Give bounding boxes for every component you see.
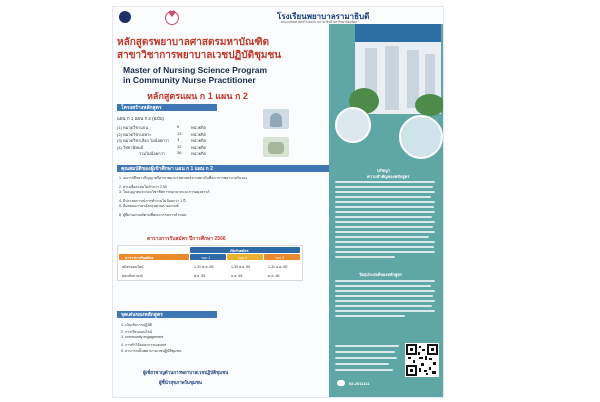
structure-row: (1) หมวดวิชาแกน 9 หน่วยกิต (117, 124, 206, 130)
structure-row: (3) หมวดวิชาเลือก ไม่น้อยกว่า 3 หน่วยกิต (117, 137, 206, 143)
qualifications-list (119, 175, 279, 221)
program-title-th-1: หลักสูตรพยาบาลศาสตรมหาบัณฑิต (117, 37, 270, 48)
structure-row: (4) วิทยานิพนธ์ 12 หน่วยกิต (117, 143, 206, 150)
highlight-item: 2. การเรียนออนไลน์ (121, 329, 153, 334)
qr-code[interactable] (405, 343, 439, 377)
highlights-list (121, 322, 241, 355)
philosophy-subheading: ความสำคัญของหลักสูตร (367, 174, 410, 179)
qualification-item: 6. ผู้ที่ผ่านเกณฑ์ตามที่คณะกรรมการกำหนด (119, 213, 187, 217)
schedule-round-2: รอบ 2 (227, 254, 263, 260)
schedule-table (117, 245, 303, 281)
schedule-round-1: รอบ 1 (190, 254, 226, 260)
qualification-item: 2. ค่าเฉลี่ยสะสมไม่ต่ำกว่า 2.50 (119, 185, 167, 189)
hospital-building-photo (355, 24, 441, 114)
highlight-item: 3. community engagement (121, 335, 164, 339)
philosophy-heading: ปรัชญา (377, 168, 391, 173)
schedule-row: สมัครออนไลน์ 1-31 ต.ค. 65 1-30 พ.ย. 65 1-31 ธ.ค. 65 (122, 265, 288, 269)
structure-heading-bar (117, 104, 217, 111)
plan-label: หลักสูตรแผน ก 1 แผน ก 2 (147, 91, 248, 101)
qualification-item: 5. มีผลสอบภาษาอังกฤษผ่านตามเกณฑ์ (119, 204, 179, 208)
schedule-heading: ตารางการรับสมัคร ปีการศึกษา 2566 (147, 236, 226, 242)
program-title-th-2: สาขาวิชาการพยาบาลเวชปฏิบัติชุมชน (117, 50, 282, 61)
program-title-en-1: Master of Nursing Science Program (123, 65, 268, 75)
schedule-round-3: รอบ 3 (264, 254, 300, 260)
qualifications-heading-bar (117, 165, 329, 172)
highlight-item: 1. เน้นเชิงการปฏิบัติ (121, 323, 152, 327)
highlights-heading: จุดเด่นของหลักสูตร (121, 312, 163, 318)
qualification-item: 3. ใบอนุญาตประกอบวิชาชีพการพยาบาลและการผดุงครรภ์ (119, 190, 210, 194)
structure-row: (2) หมวดวิชาเฉพาะ 13 หน่วยกิต (117, 130, 206, 137)
contact-phone: 02-2011111 (349, 381, 370, 386)
schedule-row-head: ตารางการรับสมัคร (119, 254, 189, 260)
footer-line-1: ผู้เชี่ยวชาญด้านการพยาบาลเวชปฏิบัติชุมชน (143, 370, 229, 375)
nurse-photo-2 (399, 115, 443, 159)
objectives-heading: วัตถุประสงค์ของหลักสูตร (359, 272, 402, 277)
phone-icon (337, 380, 345, 386)
school-subtitle: คณะแพทยศาสตร์โรงพยาบาลรามาธิบดี มหาวิทยาลัยมหิดล (281, 20, 358, 24)
qualification-item: 1. จบการศึกษาปริญญาตรีสาขาพยาบาลศาสตร์จากสถาบันที่สภาการพยาบาลรับรอง (119, 176, 247, 180)
highlight-item: 4. การทำวิจัยและการเผยแพร่ (121, 342, 167, 347)
highlight-item: 5. สามารถเป็นพยาบาลเวชปฏิบัติชุมชน (121, 349, 182, 353)
structure-heading: โครงสร้างหลักสูตร (121, 105, 162, 111)
school-name: โรงเรียนพยาบาลรามาธิบดี (277, 12, 370, 21)
ramathibodi-heart-logo (165, 11, 179, 25)
community-photo (263, 137, 289, 157)
structure-list (117, 124, 225, 157)
objectives-text-lines (335, 280, 437, 320)
structure-plan-label: แผน ก 1 แผน ก 2 (ฉบับ) (117, 116, 164, 121)
schedule-row: สอบสัมภาษณ์ พ.ย. 65 ธ.ค. 65 ม.ค. 66 (122, 274, 280, 278)
philosophy-text-lines (335, 181, 437, 261)
structure-total-row: รวมไม่น้อยกว่า 36 หน่วยกิต (139, 150, 206, 156)
highlights-heading-bar (117, 311, 217, 318)
nurse-photo-1 (335, 107, 371, 143)
students-photo (263, 109, 289, 129)
footer-line-2: ผู้ชี้นำสุขภาพในชุมชน (159, 380, 203, 385)
schedule-col-head: เปิดรับสมัคร (190, 247, 300, 253)
qualification-item: 4. มีประสบการณ์การทำงานไม่น้อยกว่า 1 ปี (119, 199, 186, 203)
program-title-en-2: in Community Nurse Practitioner (123, 75, 256, 85)
contact-lines (335, 345, 401, 375)
program-poster (112, 6, 444, 398)
mahidol-logo (119, 11, 131, 23)
qualifications-heading: คุณสมบัติของผู้เข้าศึกษา แผน ก 1 แผน ก 2 (121, 166, 213, 172)
